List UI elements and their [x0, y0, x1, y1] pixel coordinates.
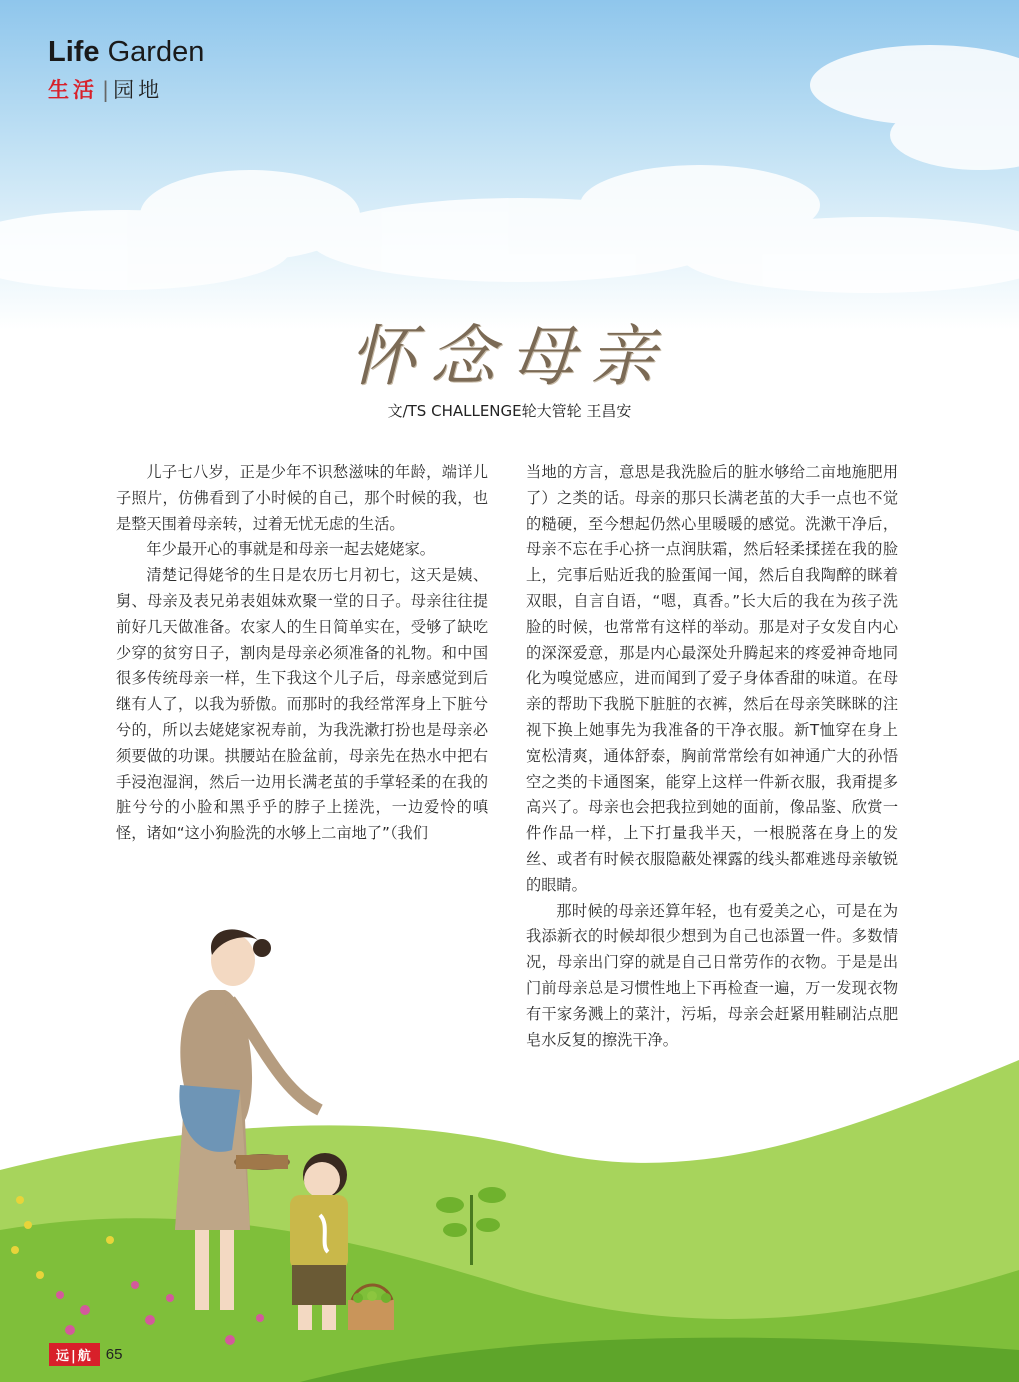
- article-title: 怀念母亲: [349, 318, 670, 395]
- article-column-left: [116, 460, 488, 847]
- section-title-en-bold: Life: [48, 36, 100, 68]
- section-title-en-regular: Garden: [99, 36, 205, 68]
- page-number: 65: [105, 1345, 123, 1363]
- paragraph: 年少最开心的事就是和母亲一起去姥姥家。: [146, 540, 435, 559]
- section-title-en: [48, 34, 204, 70]
- paragraph: 那时候的母亲还算年轻，也有爱美之心，可是在为我添新衣的时候却很少想到为自己也添置一件。多数情况，母亲出门穿的就是自己日常劳作的衣物。于是是出门前母亲总是习惯性地上下再检查一遍，万一发现衣物有干家务溅上的菜汁，污垢，母亲会赶紧用鞋刷沾点肥皂水反复的擦洗干净。: [526, 901, 898, 1049]
- section-header: [48, 34, 204, 104]
- section-title-separator: |: [102, 78, 110, 102]
- section-title-cn-red: 生活: [48, 78, 98, 102]
- section-title-cn-grey: 园地: [113, 78, 164, 102]
- section-title-cn: [48, 76, 204, 104]
- paragraph: 清楚记得姥爷的生日是农历七月初七，这天是姨、舅、母亲及表兄弟表姐妹欢聚一堂的日子。母亲往往提前好几天做准备。农家人的生日简单实在，受够了缺吃少穿的贫穷日子，割肉是母亲必须准备的礼物。和中国很多传统母亲一样，生下我这个儿子后，母亲感觉到后继有人了，以我为骄傲。而那时的我经常浑身上下脏兮兮的，所以去姥姥家祝寿前，为我洗漱打扮也是母亲必须要做的功课。拱腰站在脸盆前，母亲先在热水中把右手浸泡湿润，然后一边用长满老茧的手掌轻柔的在我的脏兮兮的小脸和黑乎乎的脖子上搓洗，一边爱怜的嗔怪，诸如“这小狗脸洗的水够上二亩地了”（我们: [116, 566, 488, 843]
- paragraph: 当地的方言，意思是我洗脸后的脏水够给二亩地施肥用了）之类的话。母亲的那只长满老茧的大手一点也不觉的糙硬，至今想起仍然心里暖暖的感觉。洗漱干净后，母亲不忘在手心挤一点润肤霜，然后轻柔揉搓在我的脸上，完事后贴近我的脸蛋闻一闻，然后自我陶醉的眯着双眼，自言自语，“嗯，真香。”长大后的我在为孩子洗脸的时候，也常常有这样的举动。那是对子女发自内心的深深爱意，那是内心最深处升腾起来的疼爱神奇地同化为嗅觉感应，进而闻到了爱子身体香甜的味道。在母亲的帮助下我脱下脏脏的衣裤，然后在母亲笑眯眯的注视下换上她事先为我准备的干净衣服。新T恤穿在身上宽松清爽，通体舒泰，胸前常常绘有如神通广大的孙悟空之类的卡通图案，能穿上这样一件新衣服，我甭提多高兴了。母亲也会把我拉到她的面前，像品鉴、欣赏一件作品一样，上下打量我半天，一根脱落在身上的发丝、或者有时候衣服隐蔽处裸露的线头都难逃母亲敏锐的眼睛。: [526, 463, 898, 894]
- page-footer: [49, 1343, 122, 1365]
- article-column-right: [526, 460, 898, 1053]
- magazine-name: 远|航: [49, 1343, 100, 1366]
- paragraph: 儿子七八岁，正是少年不识愁滋味的年龄，端详儿子照片，仿佛看到了小时候的自己，那个时候的我，也是整天围着母亲转，过着无忧无虑的生活。: [116, 463, 488, 533]
- article-byline: 文/TS CHALLENGE轮大管轮 王昌安: [387, 402, 632, 420]
